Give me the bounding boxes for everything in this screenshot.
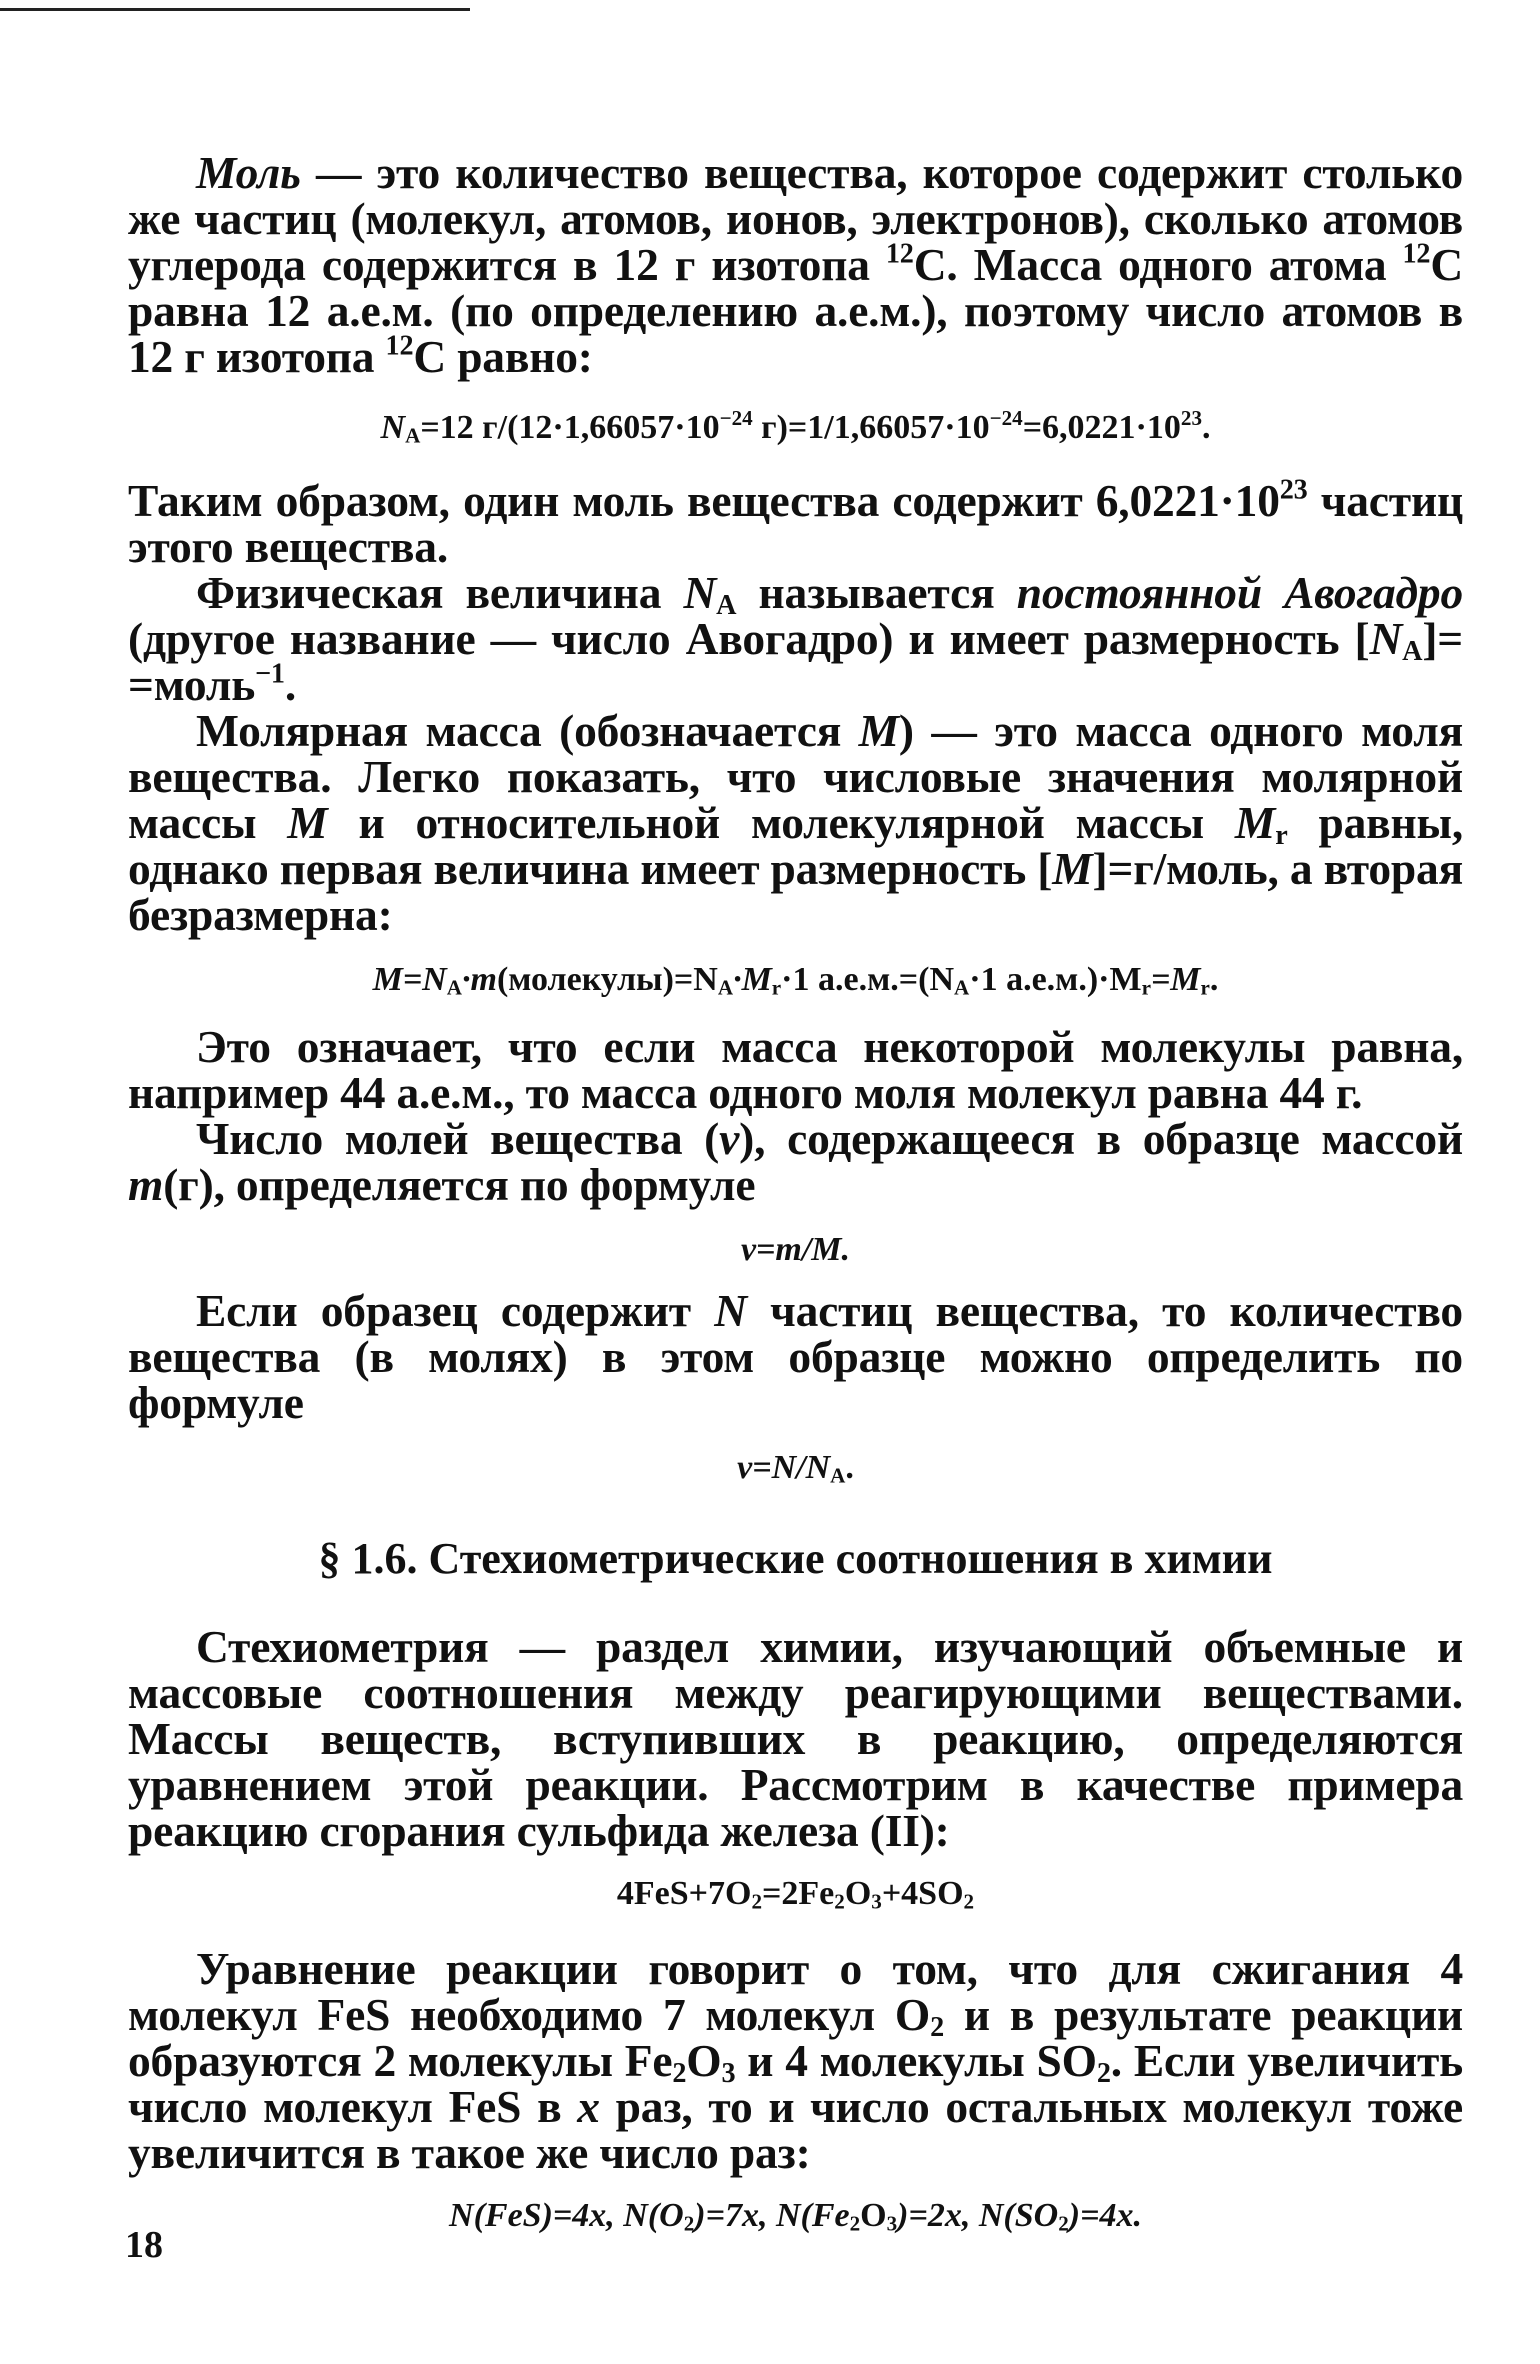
page-number: 18 bbox=[125, 2224, 163, 2266]
term-avogadro-constant: постоянной Авогадро bbox=[1016, 567, 1463, 618]
paragraph-means: Это означает, что если масса некоторой молекулы равна, например 44 а.е.м., то масса одного моля молекул равна 44 г. bbox=[128, 1021, 1463, 1118]
paragraph-molar-mass: Молярная масса (обозначается M) — это масса одного моля вещества. Легко показать, что числовые значения молярной массы M и относительной молекулярной массы $M_r$ равны, однако первая величина имеет размерность [M]=г/моль, а вторая безразмерна: bbox=[128, 705, 1464, 940]
page-body bbox=[128, 147, 1464, 2236]
formula-reaction: $4FeS+7O_2=2Fe_2O_3+4SO_2$ bbox=[616, 1875, 975, 1914]
paragraph-thus: Таким образом, один моль вещества содержит $6,0221\cdot 10^{23}$ частиц этого вещества. bbox=[128, 474, 1463, 572]
paragraph-mole-definition: Моль — это количество вещества, которое содержит столько же частиц (молекул, атомов, ионов, электронов), сколько атомов углерода содержится в 12 г изотопа $^{12}$С. Масса одного атома $^{12}$С равна 12 а.е.м. (по определению а.е.м.), поэтому число атомов в 12 г изотопа $^{12}$С равно: bbox=[128, 147, 1464, 382]
paragraph-stoichiometry: Стехиометрия — раздел химии, изучающий объемные и массовые соотношения между реагирующими веществами. Массы веществ, вступивших в реакцию, определяются уравнением этой реакции. Рассмотрим в качестве примера реакцию сгорания сульфида железа (II): bbox=[128, 1621, 1463, 1856]
paragraph-avogadro-constant: Физическая величина $N_A$ называется постоянной Авогадро (другое название — число Авогадро) и имеет размерность $[N_A]=$ =моль$^{-1}$. bbox=[128, 567, 1463, 710]
term-mole: Моль bbox=[196, 147, 301, 198]
formula-molecule-counts: N(FeS)=4x, $N(O_2)=7x$, $N(Fe_2O_3)=2x$, $N(SO_2)=4x$. bbox=[449, 2197, 1142, 2236]
paragraph-number-of-moles: Число молей вещества (ν), содержащееся в образце массой m(г), определяется по формуле bbox=[128, 1113, 1463, 1210]
formula-molar-mass: $M=N_A\cdot m(молекулы)=N_A\cdot M_r\cdot 1$ $а.е.м.=(N_A\cdot 1$ $а.е.м.)\cdot M_r=M_r$. bbox=[372, 961, 1219, 1000]
paragraph-particles: Если образец содержит N частиц вещества, то количество вещества (в молях) в этом образце можно определить по формуле bbox=[128, 1285, 1463, 1428]
paragraph-equation: Уравнение реакции говорит о том, что для сжигания 4 молекул FeS необходимо 7 молекул $O_2$ и в результате реакции образуются 2 молекулы $Fe_2O_3$ и 4 молекулы $SO_2$. Если увеличить число молекул FeS в x раз, то и число остальных молекул тоже увеличится в такое же число раз: bbox=[128, 1943, 1463, 2178]
formula-moles-mass: ν=m/M. bbox=[740, 1231, 851, 1268]
top-rule bbox=[0, 8, 470, 11]
formula-avogadro-calculation: $N_A=12$ $г/(12\cdot 1,66057\cdot 10^{-24}$ $г)=1/1,66057\cdot 10^{-24}=6,0221\cdot 10^{23}$. bbox=[380, 405, 1211, 448]
section-heading: § 1.6. Стехиометрические соотношения в химии bbox=[318, 1534, 1273, 1583]
formula-moles-particles: $\nu=N/N_A$. bbox=[737, 1449, 854, 1488]
